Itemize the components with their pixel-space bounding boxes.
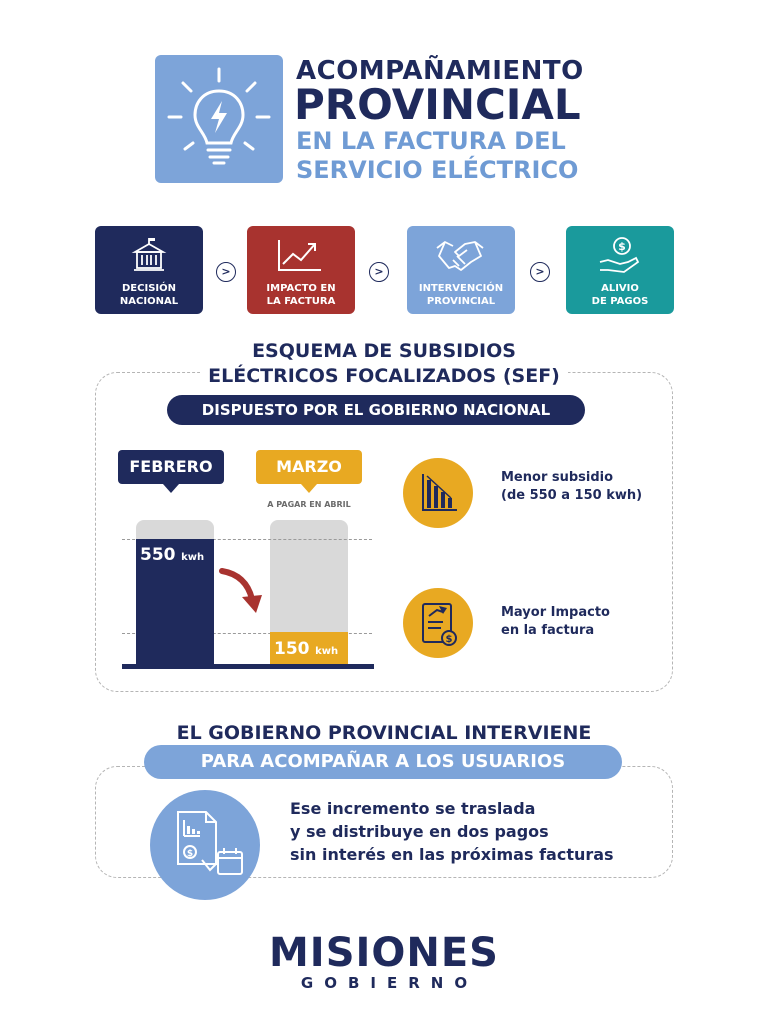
info-text-impact: Mayor Impacto en la factura — [501, 605, 610, 638]
bar-label-marzo: 150 kwh — [274, 639, 339, 659]
money-hand-icon — [598, 236, 642, 276]
marzo-note: A PAGAR EN ABRIL — [267, 500, 351, 509]
subsidy-chart — [122, 515, 382, 670]
tag-febrero: FEBRERO — [118, 450, 224, 484]
info-circle-impact — [403, 588, 473, 658]
header-subtitle-line2: SERVICIO ELÉCTRICO — [296, 156, 579, 184]
gobierno-label: GOBIERNO — [300, 974, 479, 992]
chart-baseline — [122, 664, 374, 669]
svg-text:$: $ — [445, 634, 453, 645]
misiones-logo: MISIONES — [269, 930, 499, 976]
step-intervencion-provincial — [407, 226, 515, 314]
declining-chart-icon — [403, 458, 473, 528]
header-subtitle-line1: EN LA FACTURA DEL — [296, 127, 566, 155]
step-label: INTERVENCIÓN PROVINCIAL — [418, 283, 504, 307]
tag-febrero-pointer — [163, 484, 179, 493]
step-decision-nacional — [95, 226, 203, 314]
provincial-description: Ese incremento se traslada y se distribuye en dos pagos sin interés en las próximas facturas — [290, 799, 614, 864]
step-arrow-icon: > — [530, 262, 550, 282]
provincial-subtitle-pill: PARA ACOMPAÑAR A LOS USUARIOS — [144, 745, 622, 779]
government-building-icon — [129, 236, 169, 276]
sef-title-line2: ELÉCTRICOS FOCALIZADOS (SEF) — [0, 365, 768, 387]
header-title-line1: ACOMPAÑAMIENTO — [296, 56, 584, 86]
info-text-subsidy: Menor subsidio (de 550 a 150 kwh) — [501, 470, 643, 503]
step-arrow-icon: > — [216, 262, 236, 282]
sef-subtitle-pill: DISPUESTO POR EL GOBIERNO NACIONAL — [167, 395, 585, 425]
svg-text:$: $ — [186, 849, 194, 859]
bar-label-febrero: 550 kwh — [140, 545, 205, 565]
bill-increase-icon — [403, 588, 473, 658]
provincial-circle — [150, 790, 260, 900]
step-label: IMPACTO EN LA FACTURA — [266, 283, 336, 307]
step-label: DECISIÓN NACIONAL — [119, 283, 179, 307]
svg-text:$: $ — [618, 240, 626, 253]
trend-chart-icon — [275, 236, 325, 276]
header-logo-box — [155, 55, 283, 183]
handshake-icon — [435, 236, 485, 276]
bill-installments-icon — [150, 790, 260, 900]
lightbulb-icon — [155, 55, 283, 183]
step-impacto-factura — [247, 226, 355, 314]
tag-marzo-pointer — [301, 484, 317, 493]
tag-marzo: MARZO — [256, 450, 362, 484]
header-title-line2: PROVINCIAL — [294, 80, 581, 129]
step-alivio-pagos — [566, 226, 674, 314]
decrease-arrow-icon — [218, 565, 266, 617]
info-circle-subsidy — [403, 458, 473, 528]
provincial-title: EL GOBIERNO PROVINCIAL INTERVIENE — [176, 722, 592, 744]
sef-title-line1: ESQUEMA DE SUBSIDIOS — [252, 340, 516, 362]
step-label: ALIVIO DE PAGOS — [591, 283, 649, 307]
step-arrow-icon: > — [369, 262, 389, 282]
